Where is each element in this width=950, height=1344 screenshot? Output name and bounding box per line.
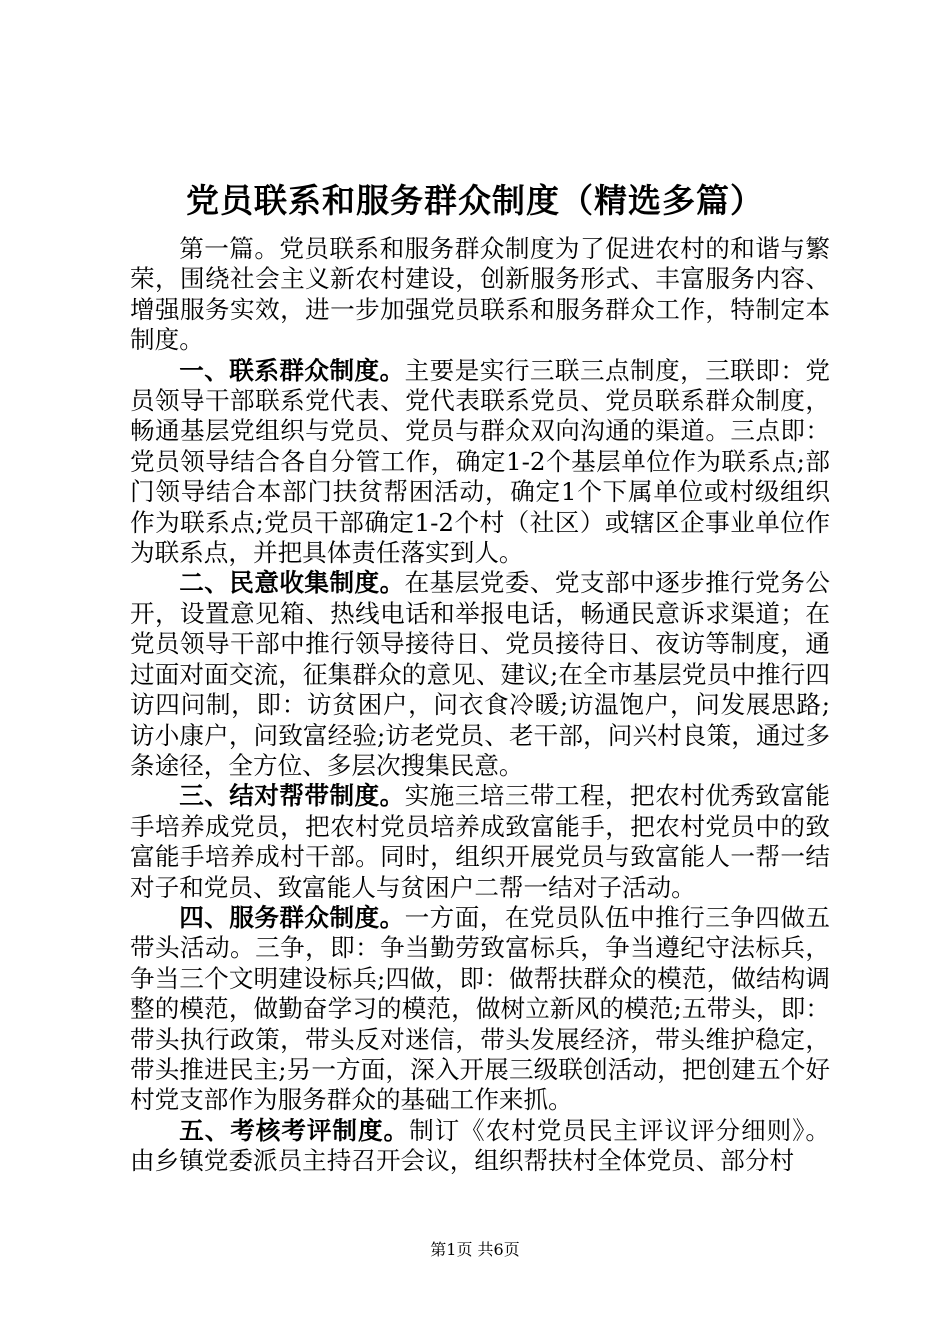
section-paragraph (130, 356, 830, 569)
section-text: 实施三培三带工程，把农村优秀致富能手培养成党员，把农村党员培养成致富能手，把农村党员中的致富能手培养成村干部。同时，组织开展党员与致富能人一帮一结对子和党员、致富能人与贫困户二帮一结对子活动。 (130, 781, 830, 902)
section-paragraph (130, 1116, 830, 1177)
section-paragraph (130, 903, 830, 1116)
section-text: 主要是实行三联三点制度，三联即：党员领导干部联系党代表、党代表联系党员、党员联系群众制度，畅通基层党组织与党员、党员与群众双向沟通的渠道。三点即：党员领导结合各自分管工作，确定1-2个基层单位作为联系点;部门领导结合本部门扶贫帮困活动，确定1个下属单位或村级组织作为联系点;党员干部确定1-2个村（社区）或辖区企事业单位作为联系点，并把具体责任落实到人。 (130, 355, 830, 568)
section-paragraph (130, 568, 830, 781)
section-heading: 五、考核考评制度。 (179, 1115, 410, 1145)
page-footer: 第1页 共6页 (430, 1240, 520, 1259)
section-text: 制订《农村党员民主评议评分细则》。由乡镇党委派员主持召开会议，组织帮扶村全体党员、部分村 (130, 1115, 830, 1176)
section-heading: 一、联系群众制度。 (179, 355, 405, 385)
section-paragraph (130, 781, 830, 903)
section-heading: 二、民意收集制度。 (179, 568, 405, 598)
section-heading: 三、结对帮带制度。 (179, 781, 405, 811)
section-heading: 四、服务群众制度。 (179, 902, 405, 932)
document-body (130, 234, 830, 1177)
intro-paragraph: 第一篇。党员联系和服务群众制度为了促进农村的和谐与繁荣，围绕社会主义新农村建设，创新服务形式、丰富服务内容、增强服务实效，进一步加强党员联系和服务群众工作，特制定本制度。 (130, 234, 830, 355)
document-title: 党员联系和服务群众制度（精选多篇） (186, 181, 764, 220)
section-text: 一方面，在党员队伍中推行三争四做五带头活动。三争，即：争当勤劳致富标兵，争当遵纪守法标兵，争当三个文明建设标兵;四做，即：做帮扶群众的模范，做结构调整的模范，做勤奋学习的模范，做树立新风的模范;五带头，即：带头执行政策，带头反对迷信，带头发展经济，带头维护稳定，带头推进民主;另一方面，深入开展三级联创活动，把创建五个好村党支部作为服务群众的基础工作来抓。 (130, 902, 830, 1115)
section-text: 在基层党委、党支部中逐步推行党务公开，设置意见箱、热线电话和举报电话，畅通民意诉求渠道；在党员领导干部中推行领导接待日、党员接待日、夜访等制度，通过面对面交流，征集群众的意见、建议;在全市基层党员中推行四访四问制，即：访贫困户，问衣食冷暖;访温饱户，问发展思路;访小康户，问致富经验;访老党员、老干部，问兴村良策，通过多条途径，全方位、多层次搜集民意。 (130, 568, 830, 780)
